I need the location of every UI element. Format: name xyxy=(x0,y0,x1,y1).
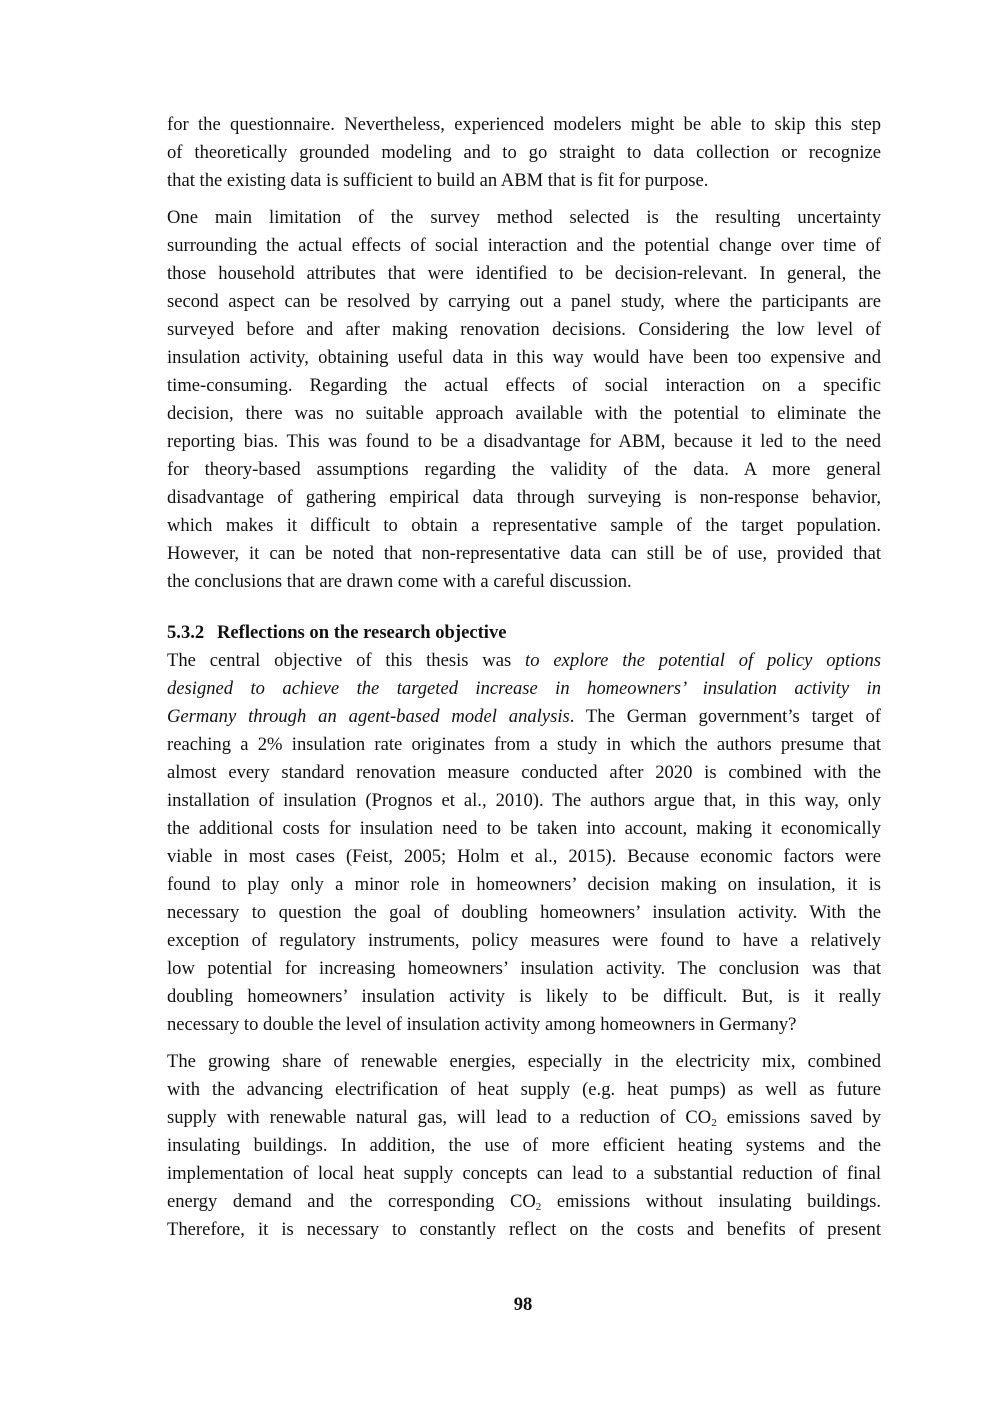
text-line xyxy=(167,843,881,871)
text-segment: surrounding the actual effects of social interaction and the potential change over time of xyxy=(167,235,881,256)
text-line xyxy=(167,372,881,400)
text-line xyxy=(167,456,881,484)
text-line xyxy=(167,111,881,139)
text-segment: the additional costs for insulation need to be taken into account, making it economically xyxy=(167,818,881,839)
italic-text: designed to achieve the targeted increase in homeowners’ insulation activity in xyxy=(167,678,881,699)
text-line xyxy=(167,1188,881,1216)
page-number: 98 xyxy=(513,1294,533,1315)
text-segment: emissions without insulating buildings. xyxy=(541,1191,881,1212)
text-line xyxy=(167,316,881,344)
text-line xyxy=(167,731,881,759)
subscript: 2 xyxy=(535,1201,542,1213)
text-line xyxy=(167,1011,881,1039)
text-segment: found to play only a minor role in homeowners’ decision making on insulation, it is xyxy=(167,874,881,895)
text-segment: exception of regulatory instruments, policy measures were found to have a relatively xyxy=(167,930,881,951)
text-line xyxy=(167,1132,881,1160)
text-line xyxy=(167,899,881,927)
text-segment: energy demand and the corresponding CO xyxy=(167,1191,536,1212)
text-line xyxy=(167,232,881,260)
text-line xyxy=(167,787,881,815)
text-segment: supply with renewable natural gas, will lead to a reduction of CO xyxy=(167,1107,712,1128)
text-segment: almost every standard renovation measure conducted after 2020 is combined with the xyxy=(167,762,881,783)
text-segment: insulating buildings. In addition, the use of more efficient heating systems and the xyxy=(167,1135,881,1156)
section-heading xyxy=(167,619,881,647)
paragraph xyxy=(167,111,881,195)
text-line xyxy=(167,871,881,899)
subscript: 2 xyxy=(711,1117,717,1129)
text-line xyxy=(167,344,881,372)
text-segment: insulation activity, obtaining useful data in this way would have been too expensive and xyxy=(167,347,881,368)
text-line xyxy=(167,167,881,195)
text-segment: Therefore, it is necessary to constantly reflect on the costs and benefits of present xyxy=(167,1219,881,1240)
text-segment: decision, there was no suitable approach available with the potential to eliminate the xyxy=(167,403,881,424)
paragraph xyxy=(167,204,881,596)
section-before-heading xyxy=(167,111,881,596)
text-line xyxy=(167,647,881,675)
text-segment: necessary to double the level of insulation activity among homeowners in Germany? xyxy=(167,1014,797,1035)
text-segment: disadvantage of gathering empirical data through surveying is non-response behavior, xyxy=(167,487,881,508)
text-segment: However, it can be noted that non-representative data can still be of use, provided that xyxy=(167,543,881,564)
text-segment: second aspect can be resolved by carrying out a panel study, where the participants are xyxy=(167,291,881,312)
text-segment: time-consuming. Regarding the actual effects of social interaction on a specific xyxy=(167,375,881,396)
text-segment: which makes it difficult to obtain a representative sample of the target population. xyxy=(167,515,881,536)
text-line xyxy=(167,1160,881,1188)
text-line xyxy=(167,139,881,167)
text-segment: implementation of local heat supply concepts can lead to a substantial reduction of final xyxy=(167,1163,881,1184)
text-segment: doubling homeowners’ insulation activity is likely to be difficult. But, is it really xyxy=(167,986,881,1007)
italic-text: Germany through an agent-based model analysis xyxy=(167,706,570,727)
text-line xyxy=(167,983,881,1011)
text-line xyxy=(167,1076,881,1104)
text-line xyxy=(167,512,881,540)
text-line xyxy=(167,568,881,596)
text-line xyxy=(167,815,881,843)
text-line xyxy=(167,1048,881,1076)
text-segment: surveyed before and after making renovation decisions. Considering the low level of xyxy=(167,319,881,340)
text-line xyxy=(167,1216,881,1244)
page-body xyxy=(167,111,881,1244)
paragraph xyxy=(167,647,881,1039)
text-segment: reporting bias. This was found to be a disadvantage for ABM, because it led to the need xyxy=(167,431,881,452)
section-number: 5.3.2 xyxy=(167,622,205,643)
text-segment: emissions saved by xyxy=(716,1107,881,1128)
text-segment: low potential for increasing homeowners’ insulation activity. The conclusion was that xyxy=(167,958,881,979)
text-segment: the conclusions that are drawn come with a careful discussion. xyxy=(167,571,632,592)
text-line xyxy=(167,484,881,512)
text-segment: of theoretically grounded modeling and to go straight to data collection or recognize xyxy=(167,142,881,163)
text-segment: viable in most cases (Feist, 2005; Holm et al., 2015). Because economic factors were xyxy=(167,846,881,867)
text-line xyxy=(167,400,881,428)
text-segment: . The German government’s target of xyxy=(569,706,881,727)
text-segment: necessary to question the goal of doubling homeowners’ insulation activity. With the xyxy=(167,902,881,923)
section-title: Reflections on the research objective xyxy=(217,622,507,643)
text-line xyxy=(167,759,881,787)
text-line xyxy=(167,703,881,731)
text-segment: reaching a 2% insulation rate originates from a study in which the authors presume that xyxy=(167,734,881,755)
italic-text: to explore the potential of policy options xyxy=(525,650,882,671)
text-segment: for theory-based assumptions regarding the validity of the data. A more general xyxy=(167,459,881,480)
text-segment: The growing share of renewable energies, especially in the electricity mix, combined xyxy=(167,1051,881,1072)
text-line xyxy=(167,260,881,288)
text-line xyxy=(167,1104,881,1132)
text-line xyxy=(167,204,881,232)
paragraph xyxy=(167,1048,881,1244)
section-after-heading xyxy=(167,647,881,1244)
text-segment: that the existing data is sufficient to build an ABM that is fit for purpose. xyxy=(167,170,709,191)
text-segment: The central objective of this thesis was xyxy=(167,650,526,671)
text-segment: One main limitation of the survey method selected is the resulting uncertainty xyxy=(167,207,881,228)
text-line xyxy=(167,428,881,456)
text-segment: with the advancing electrification of heat supply (e.g. heat pumps) as well as future xyxy=(167,1079,881,1100)
text-line xyxy=(167,288,881,316)
text-segment: those household attributes that were identified to be decision-relevant. In general, the xyxy=(167,263,881,284)
text-line xyxy=(167,955,881,983)
text-line xyxy=(167,675,881,703)
text-segment: installation of insulation (Prognos et al., 2010). The authors argue that, in this way, only xyxy=(167,790,881,811)
text-line xyxy=(167,540,881,568)
text-line xyxy=(167,927,881,955)
text-segment: for the questionnaire. Nevertheless, experienced modelers might be able to skip this step xyxy=(167,114,881,135)
